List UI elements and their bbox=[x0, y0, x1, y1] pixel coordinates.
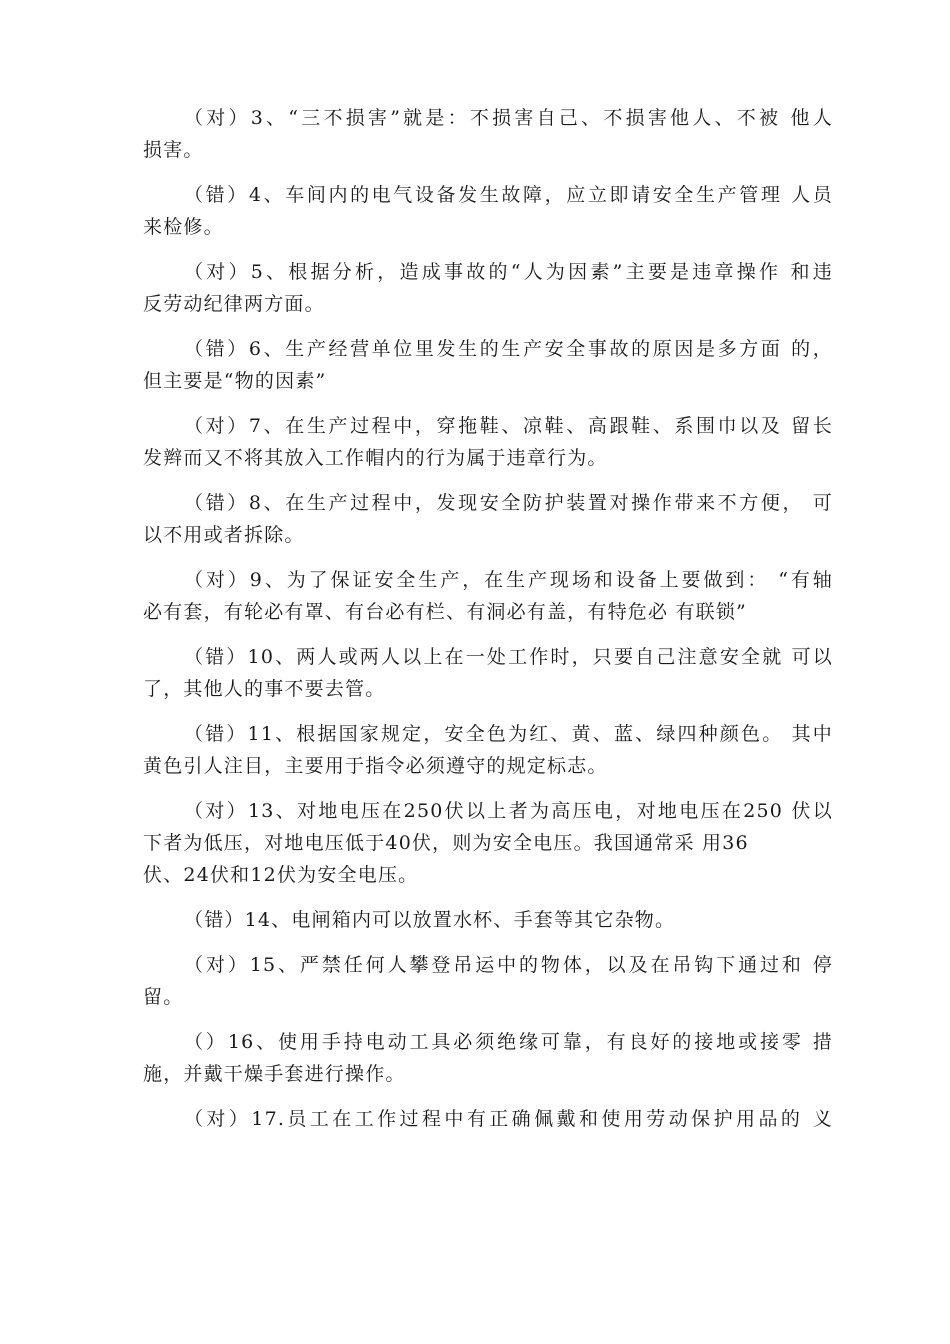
question-text-line: 伏、24伏和12伏为安全电压。 bbox=[143, 864, 419, 886]
question-item-16 bbox=[143, 1026, 833, 1090]
question-text-line: （对）15、严禁任何人攀登吊运中的物体，以及在吊钩下通过和 停 bbox=[184, 954, 833, 976]
question-text-line: 发辫而又不将其放入工作帽内的行为属于违章行为。 bbox=[143, 447, 608, 469]
question-text-line: 必有套，有轮必有罩、有台必有栏、有洞必有盖，有特危必 有联锁” bbox=[143, 601, 747, 623]
question-text-line: （）16、使用手持电动工具必须绝缘可靠，有良好的接地或接零 措 bbox=[184, 1031, 833, 1053]
question-text-line: （错）8、在生产过程中，发现安全防护装置对操作带来不方便， 可 bbox=[184, 492, 833, 514]
question-item-15 bbox=[143, 949, 833, 1013]
question-text-line: （对）13、对地电压在250伏以上者为高压电，对地电压在250 伏以 bbox=[184, 800, 833, 822]
question-text-line: 施，并戴干燥手套进行操作。 bbox=[143, 1063, 406, 1085]
question-text-line: （对）7、在生产过程中，穿拖鞋、凉鞋、高跟鞋、系围巾以及 留长 bbox=[184, 415, 833, 437]
question-text-line: （对）3、“三不损害”就是：不损害自己、不损害他人、不被 他人 bbox=[184, 107, 833, 129]
question-text-line: 黄色引人注目，主要用于指令必须遵守的规定标志。 bbox=[143, 755, 608, 777]
question-text-line: （错）10、两人或两人以上在一处工作时，只要自己注意安全就 可以 bbox=[184, 646, 833, 668]
question-text-line: 下者为低压，对地电压低于40伏，则为安全电压。我国通常采 用36 bbox=[143, 832, 749, 854]
question-item-7 bbox=[143, 410, 833, 474]
question-text-line: （对）5、根据分析，造成事故的“人为因素”主要是违章操作 和违 bbox=[184, 261, 833, 283]
question-text-line: （错）11、根据国家规定，安全色为红、黄、蓝、绿四种颜色。 其中 bbox=[184, 723, 833, 745]
question-text-line: 了，其他人的事不要去管。 bbox=[143, 678, 386, 700]
question-item-3 bbox=[143, 102, 833, 166]
question-item-4 bbox=[143, 179, 833, 243]
question-text-line: （错）4、车间内的电气设备发生故障，应立即请安全生产管理 人员 bbox=[184, 184, 833, 206]
question-text-line: 以不用或者拆除。 bbox=[143, 524, 305, 546]
question-text-line: 来检修。 bbox=[143, 216, 224, 238]
question-item-11 bbox=[143, 718, 833, 782]
document-page bbox=[143, 102, 833, 1148]
question-text-line: 留。 bbox=[143, 986, 184, 1008]
question-item-8 bbox=[143, 487, 833, 551]
question-item-5 bbox=[143, 256, 833, 320]
question-text-line: 但主要是“物的因素” bbox=[143, 370, 327, 392]
question-text-line: （对）17.员工在工作过程中有正确佩戴和使用劳动保护用品的 义 bbox=[184, 1108, 833, 1130]
question-text-line: （对）9、为了保证安全生产，在生产现场和设备上要做到： “有轴 bbox=[184, 569, 833, 591]
question-text-line: 损害。 bbox=[143, 139, 204, 161]
question-text-line: （错）14、电闸箱内可以放置水杯、手套等其它杂物。 bbox=[184, 909, 676, 931]
question-item-10 bbox=[143, 641, 833, 705]
question-text-line: 反劳动纪律两方面。 bbox=[143, 293, 325, 315]
question-text-line: （错）6、生产经营单位里发生的生产安全事故的原因是多方面 的， bbox=[184, 338, 833, 360]
question-item-6 bbox=[143, 333, 833, 397]
question-item-14 bbox=[143, 904, 833, 936]
question-item-9 bbox=[143, 564, 833, 628]
question-item-17 bbox=[143, 1103, 833, 1135]
question-item-13 bbox=[143, 795, 833, 891]
